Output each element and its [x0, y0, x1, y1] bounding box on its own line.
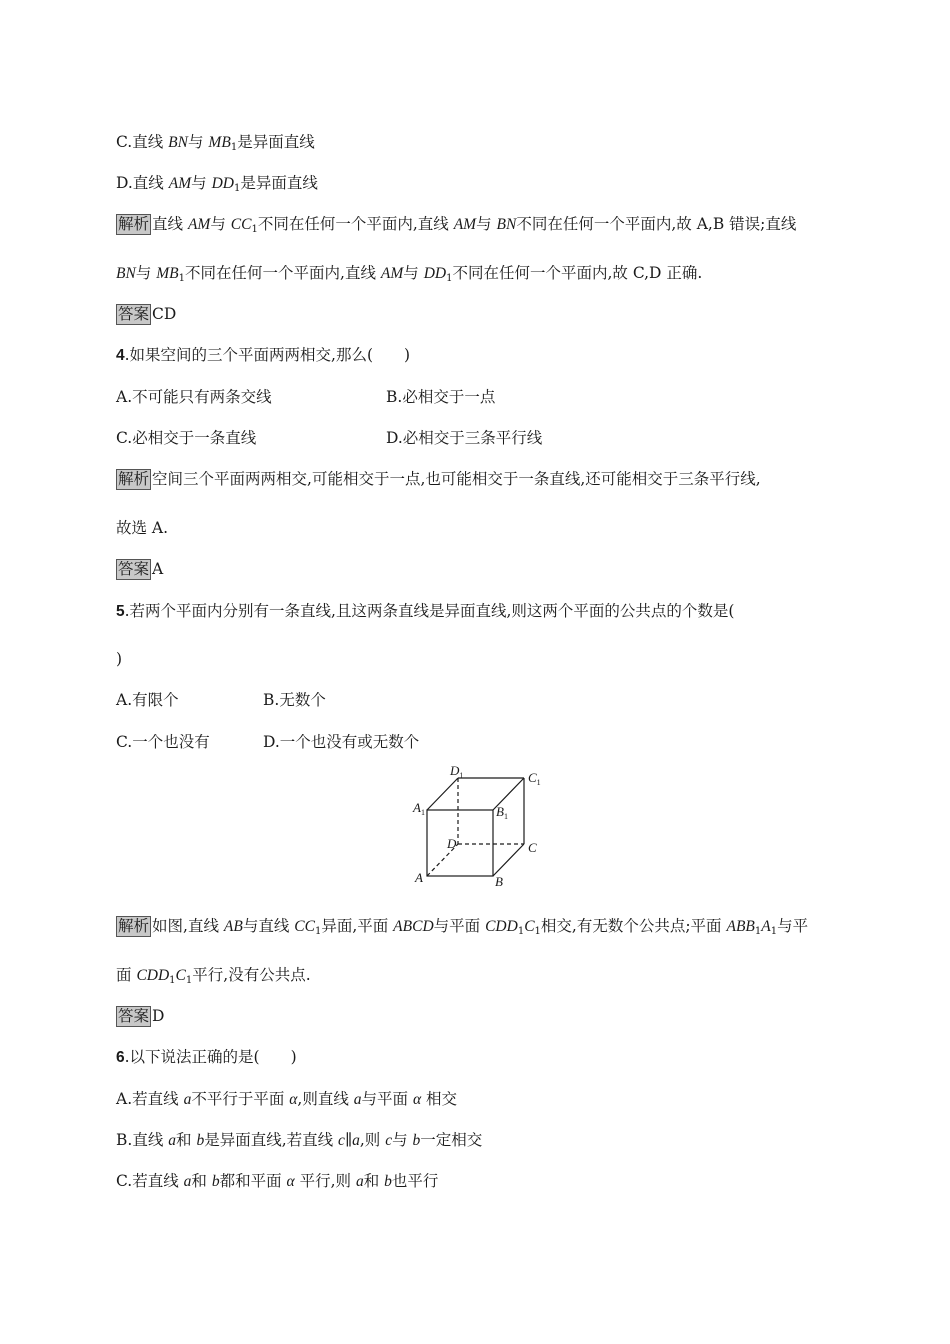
q5-stem-line2: ) — [116, 650, 123, 668]
label-d1: $D_1$ — [450, 763, 464, 780]
label-c1: $C_1$ — [528, 770, 541, 787]
cube-edge-bc — [493, 844, 524, 876]
q5-answer: 答案 D — [118, 1007, 165, 1025]
q6-option-c: C.若直线 a和 b都和平面 α 平行,则 a和 b也平行 — [116, 1172, 439, 1190]
cube-front-face — [427, 810, 493, 876]
label-a: A — [415, 870, 423, 885]
q5-analysis-line2: 面 $CDD_1C_1$平行,没有公共点. — [116, 966, 311, 986]
answer-tag: 答案 — [118, 1007, 150, 1025]
answer-tag: 答案 — [118, 305, 150, 323]
q3-option-c: C.直线 BN与 $MB_1$是异面直线 — [116, 133, 315, 153]
q5-analysis-line1: 解析 如图,直线 AB与直线 $CC_1$异面,平面 ABCD与平面 $CDD_1C_1$相交,有无数个公共点;平面 $ABB_1A_1$与平 — [118, 917, 809, 937]
cube-edge-a1d1 — [427, 778, 458, 810]
q4-answer: 答案 A — [118, 560, 164, 578]
label-d: D — [447, 836, 457, 851]
label-a1: $A_1$ — [413, 800, 425, 817]
q4-option-d: D.必相交于三条平行线 — [386, 429, 543, 447]
q4-analysis-line1: 解析 空间三个平面两两相交,可能相交于一点,也可能相交于一条直线,还可能相交于三条平行线, — [118, 470, 761, 488]
analysis-tag: 解析 — [118, 215, 150, 233]
q5-option-c: C.一个也没有 — [116, 733, 210, 751]
label-b1: $B_1$ — [496, 804, 508, 821]
q5-option-b: B.无数个 — [263, 691, 326, 709]
q4-option-c: C.必相交于一条直线 — [116, 429, 257, 447]
q3-analysis-line2: BN与 $MB_1$不同在任何一个平面内,直线 AM与 $DD_1$不同在任何一个平面内,故 C,D 正确. — [116, 264, 703, 284]
q3-analysis-line1: 解析 直线 AM与 $CC_1$不同在任何一个平面内,直线 AM与 BN不同在任何一个平面内,故 A,B 错误;直线 — [118, 215, 797, 235]
q4-option-b: B.必相交于一点 — [386, 388, 496, 406]
q5-option-d: D.一个也没有或无数个 — [263, 733, 420, 751]
label-c: C — [528, 840, 537, 855]
q3-answer: 答案 CD — [118, 305, 177, 323]
q6-option-a: A.若直线 a不平行于平面 α,则直线 a与平面 α 相交 — [116, 1090, 458, 1108]
q3-option-d: D.直线 AM与 $DD_1$是异面直线 — [116, 174, 318, 194]
label-b: B — [495, 874, 503, 889]
q4-options-row1: A.不可能只有两条交线 — [116, 388, 272, 406]
cube-figure — [400, 760, 560, 892]
q6-option-b: B.直线 a和 b是异面直线,若直线 c∥a,则 c与 b一定相交 — [116, 1131, 483, 1149]
analysis-tag: 解析 — [118, 470, 150, 488]
q4-stem: 4.如果空间的三个平面两两相交,那么( ) — [116, 346, 411, 364]
answer-tag: 答案 — [118, 560, 150, 578]
q6-stem: 6.以下说法正确的是( ) — [116, 1048, 297, 1066]
q5-stem-line1: 5.若两个平面内分别有一条直线,且这两条直线是异面直线,则这两个平面的公共点的个数是( — [116, 602, 735, 620]
analysis-tag: 解析 — [118, 917, 150, 935]
q4-analysis-line2: 故选 A. — [116, 519, 169, 537]
q5-option-a: A.有限个 — [116, 691, 179, 709]
